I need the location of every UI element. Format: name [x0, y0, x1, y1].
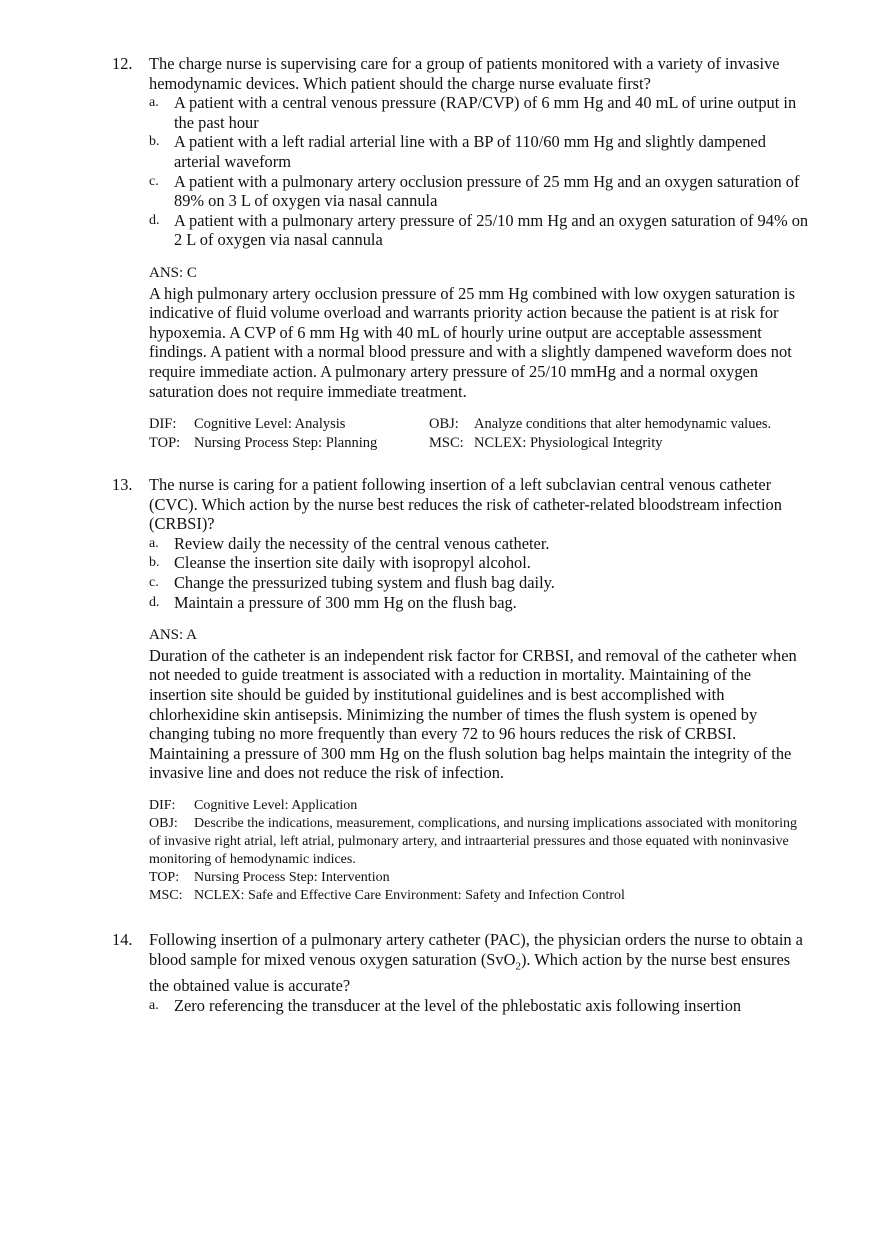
- question-stem: [149, 930, 812, 996]
- top-value: Nursing Process Step: Planning: [194, 435, 378, 452]
- option-text: A patient with a left radial arterial line with a BP of 110/60 mm Hg and slightly dampened arterial waveform: [174, 132, 766, 171]
- dif-label: DIF:: [149, 416, 177, 433]
- question-12: [112, 54, 812, 453]
- question-number: 13.: [112, 475, 133, 494]
- subscript: 2: [515, 959, 521, 972]
- option-list: [149, 534, 812, 612]
- obj-value: Analyze conditions that alter hemodynamic values.: [474, 416, 772, 433]
- top-label: TOP:: [149, 435, 181, 452]
- answer-key: ANS: C: [149, 264, 197, 281]
- top-value: Nursing Process Step: Intervention: [194, 869, 390, 885]
- option-letter: c.: [149, 173, 159, 189]
- obj-label: OBJ:: [429, 416, 459, 433]
- msc-label: MSC:: [429, 435, 464, 452]
- question-number: 12.: [112, 54, 133, 73]
- option-letter: a.: [149, 998, 159, 1014]
- option-d: [149, 593, 812, 613]
- stem-text: ). Which action by the nurse best ensures the obtained value is accurate?: [149, 949, 791, 996]
- option-letter: b.: [149, 134, 160, 150]
- msc-value: NCLEX: Safe and Effective Care Environment: Safety and Infection Control: [194, 887, 625, 903]
- option-c: [149, 573, 812, 593]
- option-letter: c.: [149, 574, 159, 590]
- option-text: A patient with a central venous pressure (RAP/CVP) of 6 mm Hg and 40 mL of urine output in the past hour: [174, 93, 797, 132]
- option-b: [149, 132, 812, 171]
- question-13: [112, 475, 812, 905]
- obj-row: [149, 815, 812, 869]
- option-c: [149, 172, 812, 211]
- question-stem: The charge nurse is supervising care for a group of patients monitored with a variety of invasive hemodynamic devices. Which patient should the charge nurse evaluate first?: [149, 54, 780, 93]
- option-text: Review daily the necessity of the central venous catheter.: [174, 533, 550, 553]
- dif-value: Cognitive Level: Analysis: [194, 416, 346, 433]
- answer-key: ANS: A: [149, 627, 197, 644]
- option-a: [149, 534, 812, 554]
- rationale: A high pulmonary artery occlusion pressure of 25 mm Hg combined with low oxygen saturation is indicative of fluid volume overload and warrants priority action because the patient is at risk for hypoxemia. A CVP of 6 mm Hg with 40 mL of hourly urine output are acceptable assessment findings. A patient with a normal blood pressure and with a slightly dampened waveform does not require immediate action. A pulmonary artery pressure of 25/10 mmHg and a normal oxygen saturation does not require immediate treatment.: [149, 283, 795, 401]
- top-label: TOP:: [149, 869, 180, 885]
- option-d: [149, 211, 812, 250]
- question-14: [112, 930, 812, 1016]
- option-a: [149, 996, 812, 1016]
- dif-label: DIF:: [149, 797, 176, 813]
- option-text: Zero referencing the transducer at the level of the phlebostatic axis following insertion: [174, 996, 742, 1016]
- question-number: 14.: [112, 930, 133, 949]
- option-text: Maintain a pressure of 300 mm Hg on the flush bag.: [174, 592, 517, 612]
- option-letter: a.: [149, 95, 159, 111]
- obj-label: OBJ:: [149, 815, 178, 831]
- option-text: Cleanse the insertion site daily with isopropyl alcohol.: [174, 553, 531, 573]
- option-letter: a.: [149, 535, 159, 551]
- question-metadata: [149, 797, 812, 905]
- question-stem: The nurse is caring for a patient following insertion of a left subclavian central venous catheter (CVC). Which action by the nurse best reduces the risk of catheter-related bloodstream infection (CRBSI)?: [149, 475, 782, 534]
- question-metadata: [149, 415, 812, 453]
- stem-text: Following insertion of a pulmonary artery catheter (PAC), the physician orders the nurse to obtain a blood sample for mixed venous oxygen saturation (SvO: [149, 930, 803, 969]
- option-letter: b.: [149, 555, 160, 571]
- option-list: [149, 93, 812, 250]
- option-letter: d.: [149, 212, 160, 228]
- option-list: [149, 996, 812, 1016]
- dif-value: Cognitive Level: Application: [194, 797, 358, 813]
- msc-label: MSC:: [149, 887, 183, 903]
- option-a: [149, 93, 812, 132]
- option-text: A patient with a pulmonary artery occlusion pressure of 25 mm Hg and an oxygen saturation of 89% on 3 L of oxygen via nasal cannula: [174, 171, 800, 211]
- option-text: Change the pressurized tubing system and flush bag daily.: [174, 572, 555, 592]
- obj-value: Describe the indications, measurement, complications, and nursing implications associated with monitoring of invasive right atrial, left atrial, pulmonary artery, and intraarterial pressures and those equated with noninvasive monitoring of hemodynamic indices.: [149, 815, 798, 867]
- rationale: Duration of the catheter is an independent risk factor for CRBSI, and removal of the catheter when not needed to guide treatment is associated with a reduction in mortality. Maintaining of the insertion site should be guided by institutional guidelines and is best accomplished with chlorhexidine skin antisepsis. Minimizing the number of times the flush system is opened by changing tubing no more frequently than every 72 to 96 hours reduces the risk of CRBSI. Maintaining a pressure of 300 mm Hg on the flush solution bag helps maintain the integrity of the invasive line and does not reduce the risk of infection.: [149, 645, 797, 783]
- option-b: [149, 553, 812, 573]
- msc-value: NCLEX: Physiological Integrity: [474, 435, 663, 452]
- option-letter: d.: [149, 594, 160, 610]
- option-text: A patient with a pulmonary artery pressure of 25/10 mm Hg and an oxygen saturation of 94% on 2 L of oxygen via nasal cannula: [174, 210, 809, 250]
